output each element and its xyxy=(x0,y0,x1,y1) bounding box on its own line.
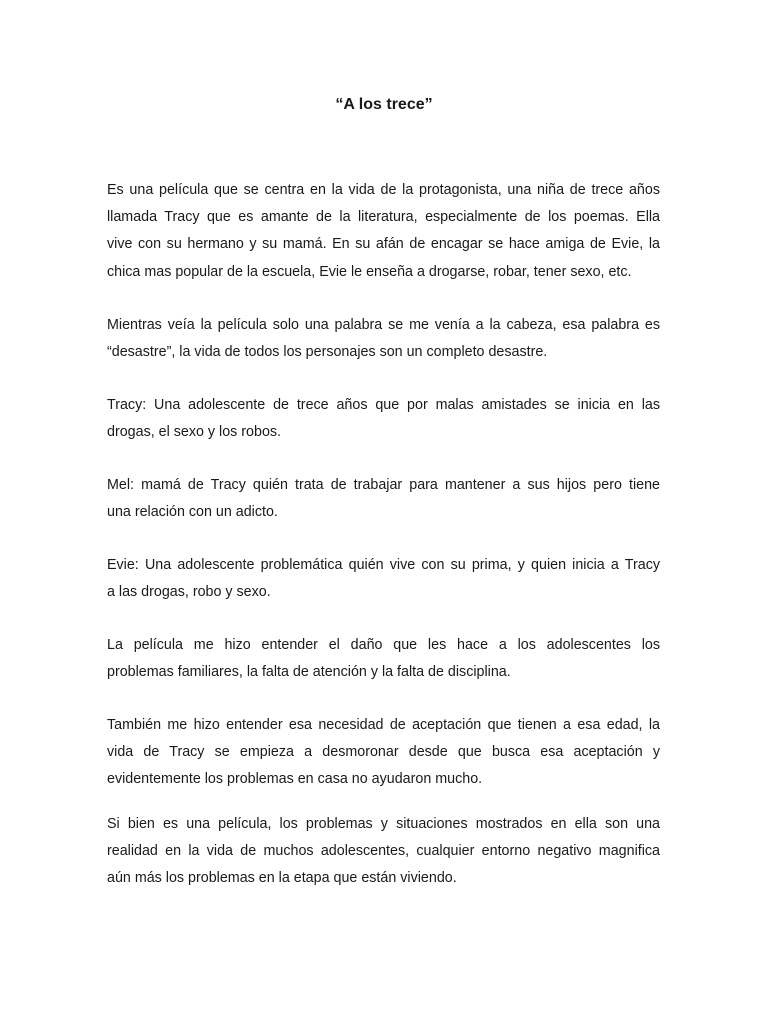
paragraph-line: Es una película que se centra en la vida de la protagonista, una niña de trece años xyxy=(107,182,660,198)
paragraph-line: realidad en la vida de muchos adolescentes, cualquier entorno negativo magnifica xyxy=(107,843,660,860)
paragraph-line: aún más los problemas en la etapa que están viviendo. xyxy=(107,870,457,887)
paragraph-impression xyxy=(107,312,660,366)
paragraph-line: También me hizo entender esa necesidad de aceptación que tienen a esa edad, la xyxy=(107,717,660,733)
paragraph-line: Mientras veía la película solo una palabra se me venía a la cabeza, esa palabra es xyxy=(107,317,660,333)
paragraph-line: Si bien es una película, los problemas y situaciones mostrados en ella son una xyxy=(107,816,660,832)
paragraph-evie xyxy=(107,552,660,606)
paragraph-line: problemas familiares, la falta de atención y la falta de disciplina. xyxy=(107,664,511,681)
paragraph-line: una relación con un adicto. xyxy=(107,504,278,521)
paragraph-line: evidentemente los problemas en casa no ayudaron mucho. xyxy=(107,771,483,788)
paragraph-line: Tracy: Una adolescente de trece años que por malas amistades se inicia en las xyxy=(107,397,660,413)
paragraph-line: chica mas popular de la escuela, Evie le enseña a drogarse, robar, tener sexo, etc. xyxy=(107,263,632,280)
paragraph-line: llamada Tracy que es amante de la literatura, especialmente de los poemas. Ella xyxy=(107,209,660,226)
paragraph-line: a las drogas, robo y sexo. xyxy=(107,584,271,601)
paragraph-line: Mel: mamá de Tracy quién trata de trabajar para mantener a sus hijos pero tiene xyxy=(107,477,660,493)
paragraph-line: drogas, el sexo y los robos. xyxy=(107,424,282,441)
paragraph-line: La película me hizo entender el daño que les hace a los adolescentes los xyxy=(107,637,660,653)
paragraph-line: vida de Tracy se empieza a desmoronar desde que busca esa aceptación y xyxy=(107,744,660,761)
paragraph-lesson xyxy=(107,632,660,686)
paragraph-tracy xyxy=(107,392,660,446)
paragraph-line: “desastre”, la vida de todos los personajes son un completo desastre. xyxy=(107,344,548,361)
paragraph-mel xyxy=(107,472,660,526)
paragraph-acceptance xyxy=(107,712,660,794)
document-title: “A los trece” xyxy=(335,96,433,113)
paragraph-synopsis xyxy=(107,177,660,286)
paragraph-conclusion xyxy=(107,811,660,893)
paragraph-line: vive con su hermano y su mamá. En su afán de encagar se hace amiga de Evie, la xyxy=(107,236,660,253)
paragraph-line: Evie: Una adolescente problemática quién vive con su prima, y quien inicia a Tracy xyxy=(107,557,660,573)
